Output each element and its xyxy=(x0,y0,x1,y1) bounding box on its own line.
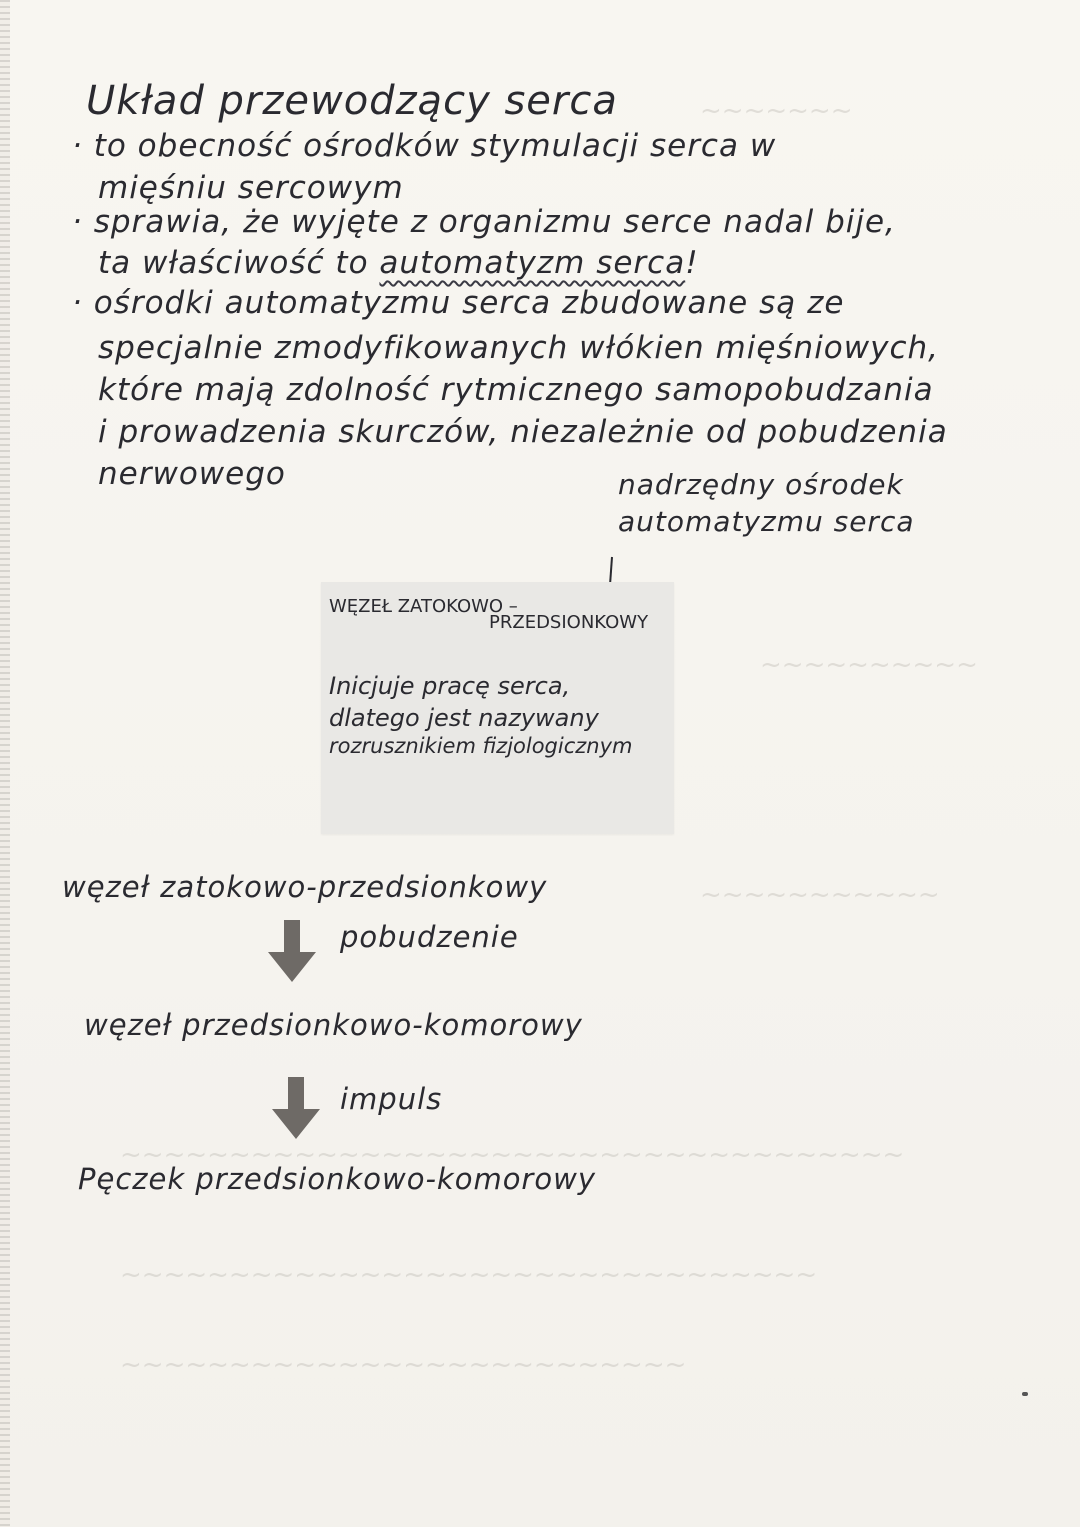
sticky-note-card xyxy=(321,582,674,834)
note-line xyxy=(98,245,699,281)
down-arrow-icon xyxy=(266,1075,326,1143)
bleed-through-text: ~~~~~~~~~~~~~~~~~~~~~~~~~~~~~~~~~~~~ xyxy=(120,1140,905,1170)
bleed-through-text: ~~~~~~~~~~ xyxy=(760,650,978,680)
card-text: Inicjuje pracę serca, xyxy=(329,672,571,700)
ink-dot xyxy=(1022,1392,1028,1396)
page-binding-edge xyxy=(0,0,10,1527)
note-line: które mają zdolność rytmicznego samopobudzania xyxy=(98,372,934,408)
flow-step: węzeł przedsionkowo-komorowy xyxy=(84,1008,583,1042)
annotation-line: automatyzmu serca xyxy=(618,505,915,538)
highlighted-term: automatyzm serca xyxy=(379,245,686,281)
flow-step: Pęczek przedsionkowo-komorowy xyxy=(78,1162,596,1196)
bleed-through-text: ~~~~~~~~~~~~~~~~~~~~~~~~~~ xyxy=(120,1350,687,1380)
note-line: · sprawia, że wyjęte z organizmu serce nadal bije, xyxy=(72,204,896,240)
note-line: · to obecność ośrodków stymulacji serca w xyxy=(72,128,777,164)
note-line: mięśniu sercowym xyxy=(98,170,404,206)
note-line: specjalnie zmodyfikowanych włókien mięśniowych, xyxy=(98,330,940,366)
flow-label: pobudzenie xyxy=(340,920,519,954)
note-line-text: ta właściwość to xyxy=(98,245,369,281)
flow-step: węzeł zatokowo-przedsionkowy xyxy=(62,870,548,904)
annotation-line: nadrzędny ośrodek xyxy=(618,468,904,501)
note-line: i prowadzenia skurczów, niezależnie od pobudzenia xyxy=(98,414,948,450)
flow-label: impuls xyxy=(340,1082,443,1116)
bleed-through-text: ~~~~~~~ xyxy=(700,96,853,126)
bleed-through-text: ~~~~~~~~~~~ xyxy=(700,880,940,910)
note-line: · ośrodki automatyzmu serca zbudowane są ze xyxy=(72,285,845,321)
card-title: WĘZEŁ ZATOKOWO – xyxy=(329,596,518,617)
card-text: dlatego jest nazywany xyxy=(329,704,599,732)
page-title: Układ przewodzący serca xyxy=(86,78,618,124)
card-text: rozrusznikiem fizjologicznym xyxy=(329,734,633,758)
bleed-through-text: ~~~~~~~~~~~~~~~~~~~~~~~~~~~~~~~~ xyxy=(120,1260,818,1290)
card-title-continued: PRZEDSIONKOWY xyxy=(489,612,649,633)
exclamation: ! xyxy=(685,245,699,281)
note-line: nerwowego xyxy=(98,456,286,492)
down-arrow-icon xyxy=(262,918,322,986)
